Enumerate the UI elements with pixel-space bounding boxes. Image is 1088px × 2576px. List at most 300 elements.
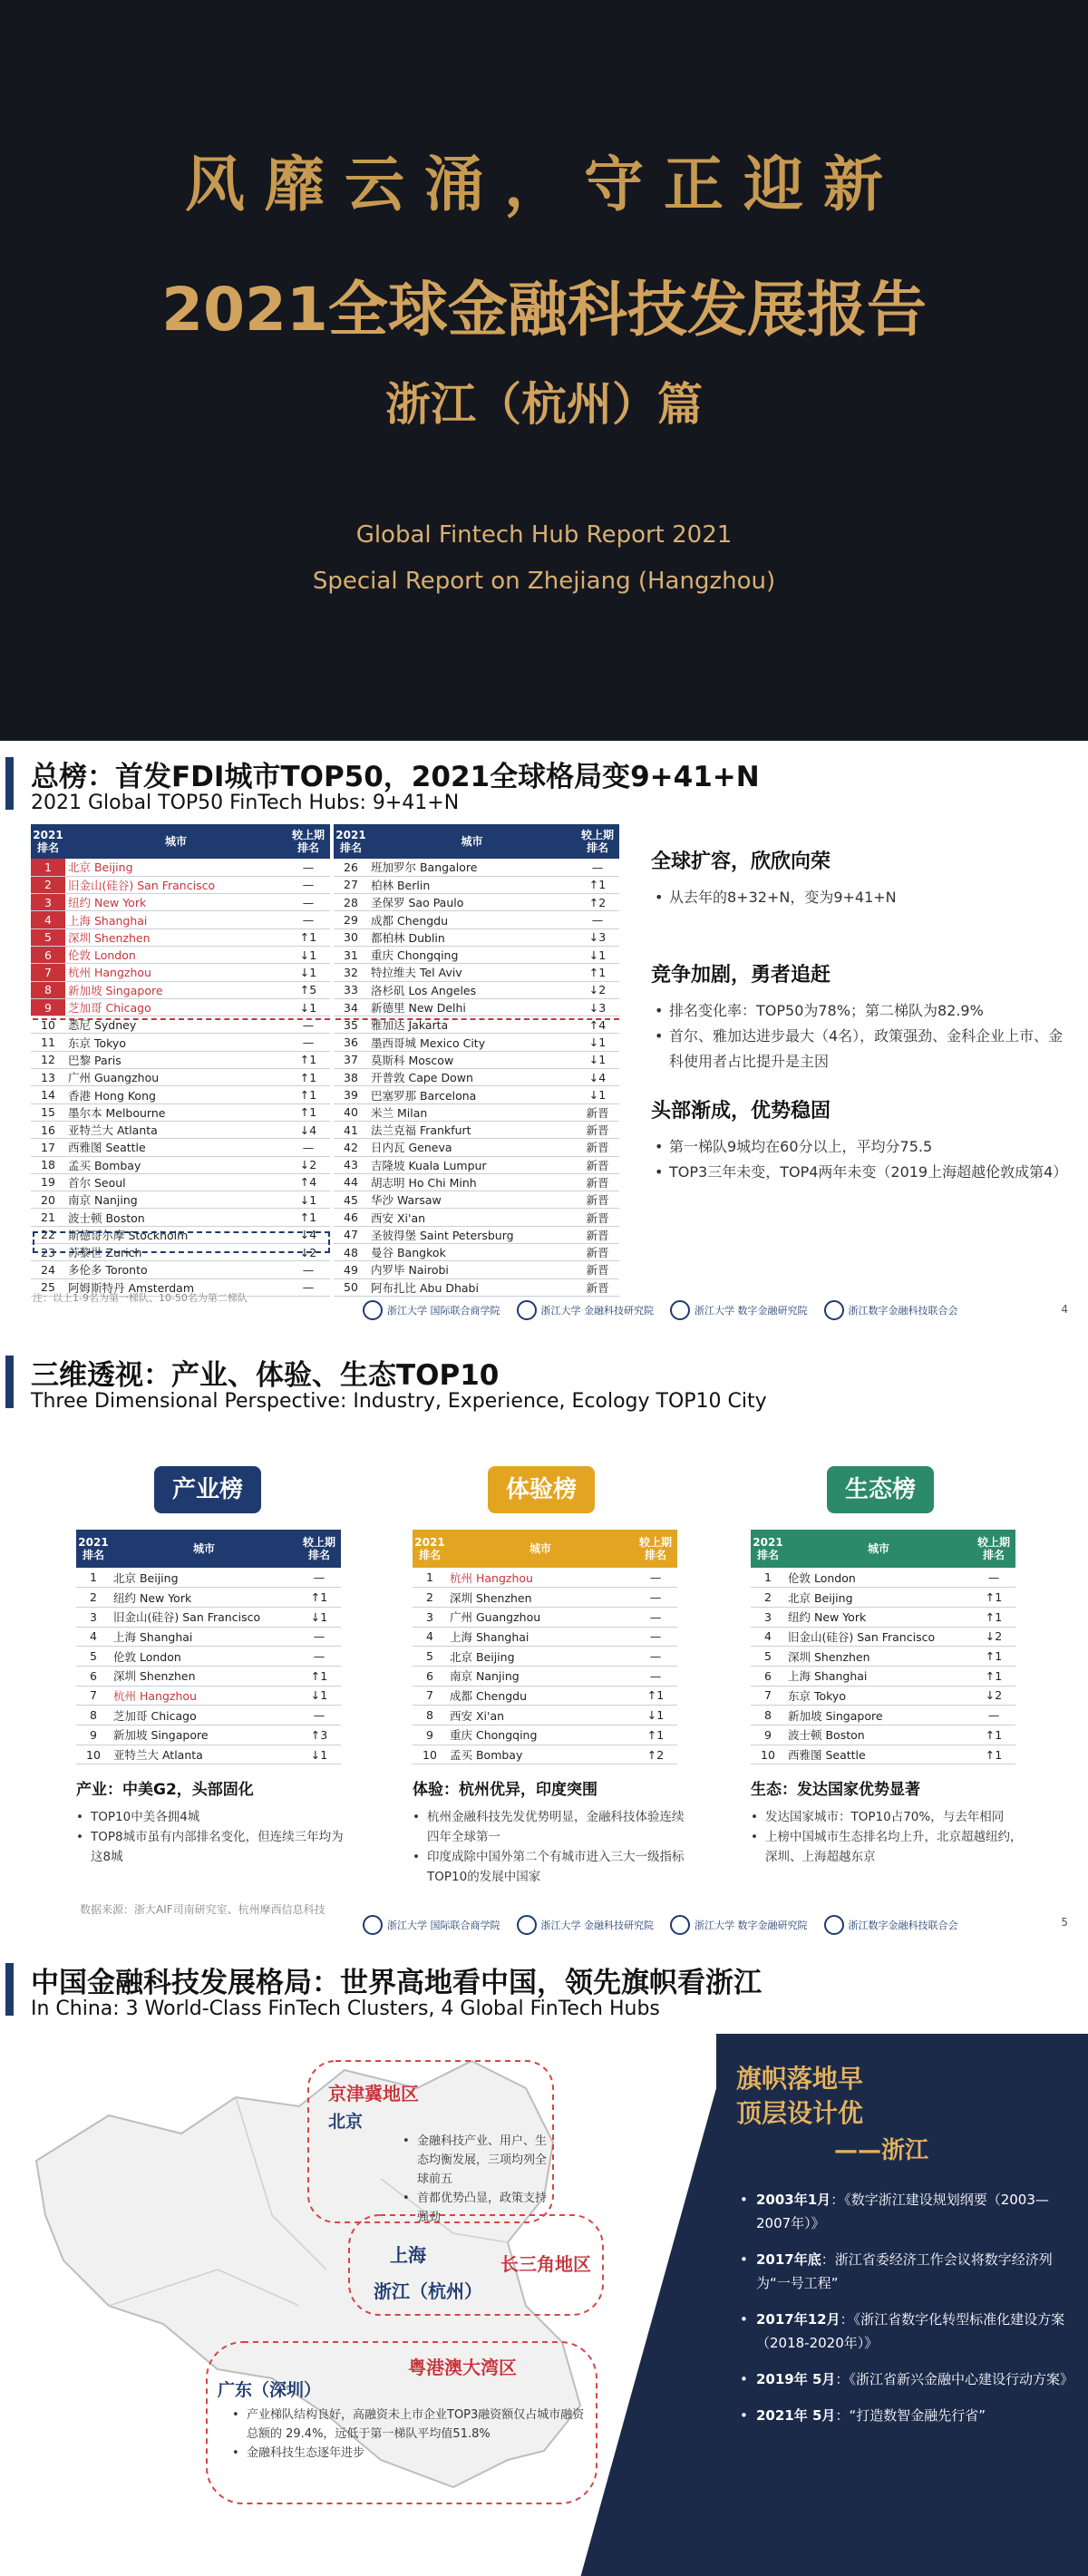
table-row xyxy=(31,1034,330,1051)
change-cell: — xyxy=(634,1588,677,1608)
section-title: 竞争加剧，勇者追赶 xyxy=(651,964,831,987)
cover-en-subtitle: Special Report on Zhejiang (Hangzhou) xyxy=(312,568,776,595)
table-row xyxy=(31,1103,330,1121)
timeline-item: • 2019年 5月：《浙江省新兴金融中心建设行动方案》 xyxy=(738,2367,1073,2391)
top50-table-right xyxy=(334,824,619,1297)
rank-cell: 19 xyxy=(31,1173,65,1191)
change-cell: 新晋 xyxy=(576,1156,619,1173)
region1-name: 京津冀地区 xyxy=(328,2083,419,2105)
page-number: 4 xyxy=(1061,1303,1068,1316)
region1-city: 北京 xyxy=(328,2112,364,2132)
change-cell: — xyxy=(634,1627,677,1647)
city-cell: 芝加哥 Chicago xyxy=(111,1706,297,1725)
header-rank: 2021 排名 xyxy=(76,1530,111,1568)
logo-text: 浙江大学 金融科技研究院 xyxy=(540,1305,654,1317)
table-note: 注：以上1-9名为第一梯队、10-50名为第二梯队 xyxy=(33,1292,248,1304)
table-row xyxy=(334,1156,619,1173)
panel-title-1: 旗帜落地早 xyxy=(736,2064,864,2094)
change-cell: ↑4 xyxy=(287,1173,330,1191)
timeline-date: 2017年12月 xyxy=(756,2311,840,2328)
change-cell: — xyxy=(634,1647,677,1667)
section-title: 全球扩容，欣欣向荣 xyxy=(651,851,831,873)
city-cell: 法兰克福 Frankfurt xyxy=(368,1121,576,1138)
city-cell: 西雅图 Seattle xyxy=(65,1139,287,1156)
table-row xyxy=(31,1209,330,1226)
table-row xyxy=(413,1666,677,1686)
city-cell: 巴黎 Paris xyxy=(65,1051,287,1068)
top10-table xyxy=(413,1530,677,1764)
rank-cell: 6 xyxy=(751,1666,785,1686)
rank-cell: 4 xyxy=(751,1627,785,1647)
table-row xyxy=(31,1261,330,1278)
rank-cell: 49 xyxy=(334,1261,368,1278)
change-cell: — xyxy=(634,1607,677,1627)
city-cell: 北京 Beijing xyxy=(785,1588,972,1608)
table-row xyxy=(31,1069,330,1086)
rank-cell: 28 xyxy=(334,894,368,911)
summary-section xyxy=(651,959,1070,1074)
bullet-dot: • xyxy=(740,2192,748,2208)
city-cell: 纽约 New York xyxy=(111,1588,297,1608)
table-row xyxy=(751,1745,1015,1764)
change-cell: ↑1 xyxy=(287,1051,330,1068)
bullet-dot: • xyxy=(740,2311,748,2328)
city-cell: 广州 Guangzhou xyxy=(447,1607,634,1627)
logo-icon xyxy=(363,1300,383,1320)
table-row xyxy=(334,1034,619,1051)
table-row xyxy=(413,1725,677,1745)
city-cell: 重庆 Chongqing xyxy=(368,946,576,963)
tier-divider-right xyxy=(335,1018,619,1020)
change-cell: 新晋 xyxy=(576,1103,619,1121)
table-row xyxy=(334,1191,619,1209)
timeline-item: • 2021年 5月：“打造数智金融先行省” xyxy=(738,2404,1073,2427)
change-cell: ↓4 xyxy=(287,1226,330,1243)
city-cell: 西安 Xi'an xyxy=(368,1209,576,1226)
bullet-item: • TOP8城市虽有内部排名变化，但连续三年均为这8城 xyxy=(73,1827,354,1867)
change-cell: — xyxy=(287,1278,330,1296)
rank-cell: 10 xyxy=(751,1745,785,1764)
rank-cell: 9 xyxy=(413,1725,447,1745)
city-cell: 纽约 New York xyxy=(785,1607,972,1627)
table-row xyxy=(751,1627,1015,1647)
change-cell: — xyxy=(287,1016,330,1034)
title-accent-bar xyxy=(5,1963,14,2016)
change-cell: — xyxy=(287,894,330,911)
rank-cell: 8 xyxy=(751,1706,785,1725)
table-row xyxy=(334,1226,619,1243)
rank-cell: 36 xyxy=(334,1034,368,1051)
city-cell: 深圳 Shenzhen xyxy=(447,1588,634,1608)
summary-section xyxy=(651,846,1070,910)
table-row xyxy=(334,1261,619,1278)
change-cell: ↑1 xyxy=(972,1588,1015,1608)
footer-logo xyxy=(824,1300,958,1320)
table-row xyxy=(751,1568,1015,1588)
table-row xyxy=(334,1086,619,1103)
change-cell: ↑1 xyxy=(972,1647,1015,1667)
city-cell: 波士顿 Boston xyxy=(65,1209,287,1226)
bullet-item: • 上榜中国城市生态排名均上升，北京超越纽约，深圳、上海超越东京 xyxy=(747,1827,1028,1867)
rank-cell: 43 xyxy=(334,1156,368,1173)
rank-cell: 18 xyxy=(31,1156,65,1173)
city-cell: 巴塞罗那 Barcelona xyxy=(368,1086,576,1103)
rank-cell: 35 xyxy=(334,1016,368,1034)
header-change: 较上期 排名 xyxy=(287,824,330,859)
rank-cell: 44 xyxy=(334,1173,368,1191)
change-cell: ↑1 xyxy=(287,1069,330,1086)
table-row xyxy=(76,1647,341,1667)
bullet-item: • 金融科技产业、用户、生态均衡发展，三项均列全球前五 xyxy=(399,2132,549,2189)
slide-title: 三维透视：产业、体验、生态TOP10 xyxy=(31,1359,500,1392)
city-cell: 上海 Shanghai xyxy=(447,1627,634,1647)
table-row xyxy=(31,946,330,963)
table-row xyxy=(334,1103,619,1121)
table-row xyxy=(334,1244,619,1261)
table-row xyxy=(31,998,330,1016)
rank-cell: 4 xyxy=(76,1627,111,1647)
panel-title-3: ——浙江 xyxy=(834,2137,929,2164)
city-cell: 悉尼 Sydney xyxy=(65,1016,287,1034)
change-cell: ↑1 xyxy=(972,1607,1015,1627)
change-cell: 新晋 xyxy=(576,1209,619,1226)
tier-divider-left xyxy=(33,1018,330,1020)
change-cell: 新晋 xyxy=(576,1191,619,1209)
logo-icon xyxy=(517,1915,537,1935)
region3-name: 粤港澳大湾区 xyxy=(408,2357,517,2378)
change-cell: 新晋 xyxy=(576,1278,619,1296)
table-row xyxy=(76,1607,341,1627)
table-row xyxy=(31,964,330,981)
bullet-item: • 从去年的8+32+N，变为9+41+N xyxy=(651,885,1070,910)
city-cell: 北京 Beijing xyxy=(111,1568,297,1588)
region2-city-hangzhou: 浙江（杭州） xyxy=(374,2280,482,2302)
rank-cell: 27 xyxy=(334,876,368,893)
title-accent-bar xyxy=(5,757,14,810)
panel-wedge xyxy=(580,2088,716,2576)
city-cell: 成都 Chengdu xyxy=(447,1686,634,1706)
rank-cell: 29 xyxy=(334,911,368,928)
timeline-text: “打造数智金融先行省” xyxy=(849,2407,986,2424)
top50-table-left xyxy=(31,824,330,1297)
rank-cell: 5 xyxy=(751,1647,785,1667)
change-cell: — xyxy=(287,859,330,876)
bullet-item: • 首都优势凸显，政策支持强劲 xyxy=(399,2189,549,2227)
city-cell: 阿布扎比 Abu Dhabi xyxy=(368,1278,576,1296)
rank-cell: 24 xyxy=(31,1261,65,1278)
cover-title: 2021全球金融科技发展报告 xyxy=(161,275,927,345)
rank-cell: 39 xyxy=(334,1086,368,1103)
rank-cell: 1 xyxy=(413,1568,447,1588)
rank-cell: 21 xyxy=(31,1209,65,1226)
change-cell: ↑1 xyxy=(287,1209,330,1226)
table-row xyxy=(751,1725,1015,1745)
rank-cell: 2 xyxy=(751,1588,785,1608)
rank-cell: 48 xyxy=(334,1244,368,1261)
logo-icon xyxy=(824,1300,844,1320)
rank-cell: 9 xyxy=(31,998,65,1016)
table-row xyxy=(76,1666,341,1686)
change-cell: ↑4 xyxy=(576,1016,619,1034)
rank-cell: 2 xyxy=(413,1588,447,1608)
change-cell: ↓2 xyxy=(972,1627,1015,1647)
change-cell: ↓1 xyxy=(634,1706,677,1725)
footer-logos xyxy=(363,1296,958,1325)
table-row xyxy=(413,1588,677,1608)
table-row xyxy=(31,1086,330,1103)
logo-text: 浙江数字金融科技联合会 xyxy=(848,1305,958,1317)
rank-cell: 34 xyxy=(334,998,368,1016)
change-cell: ↑1 xyxy=(287,1103,330,1121)
section-bullets xyxy=(651,885,1070,910)
change-cell: ↑2 xyxy=(634,1745,677,1764)
timeline-text: 浙江省委经济工作会议将数字经济列为“一号工程” xyxy=(756,2251,1053,2291)
table-row xyxy=(31,981,330,998)
change-cell: — xyxy=(297,1568,341,1588)
city-cell: 新加坡 Singapore xyxy=(111,1725,297,1745)
bullet-item: • 首尔、雅加达进步最大（4名），政策强劲、金科企业上市、金科使用者占比提升是主因 xyxy=(651,1024,1070,1074)
rank-cell: 9 xyxy=(751,1725,785,1745)
top50-slide xyxy=(0,741,1088,1339)
city-cell: 阿姆斯特丹 Amsterdam xyxy=(65,1278,287,1296)
rank-cell: 8 xyxy=(413,1706,447,1725)
logo-icon xyxy=(670,1915,690,1935)
logo-text: 浙江大学 国际联合商学院 xyxy=(387,1305,500,1317)
title-accent-bar xyxy=(5,1356,14,1408)
city-cell: 圣保罗 Sao Paulo xyxy=(368,894,576,911)
logo-icon xyxy=(363,1915,383,1935)
table-row xyxy=(76,1686,341,1706)
city-cell: 孟买 Bombay xyxy=(447,1745,634,1764)
bullet-item: • 排名变化率：TOP50为78%；第二梯队为82.9% xyxy=(651,998,1070,1024)
rank-cell: 10 xyxy=(31,1016,65,1034)
rank-cell: 9 xyxy=(76,1725,111,1745)
rank-cell: 3 xyxy=(751,1607,785,1627)
table-row xyxy=(334,894,619,911)
timeline-item: • 2017年底：浙江省委经济工作会议将数字经济列为“一号工程” xyxy=(738,2248,1073,2295)
city-cell: 杭州 Hangzhou xyxy=(65,964,287,981)
page-number: 5 xyxy=(1061,1916,1068,1929)
rank-cell: 8 xyxy=(76,1706,111,1725)
change-cell: ↑1 xyxy=(287,928,330,946)
change-cell: — xyxy=(287,1139,330,1156)
change-cell: ↓1 xyxy=(287,1191,330,1209)
table-row xyxy=(76,1706,341,1725)
city-cell: 深圳 Shenzhen xyxy=(65,928,287,946)
logo-icon xyxy=(824,1915,844,1935)
rank-cell: 42 xyxy=(334,1139,368,1156)
footer-logo xyxy=(363,1915,500,1935)
table-row xyxy=(31,1173,330,1191)
table-row xyxy=(31,911,330,928)
timeline-date: 2019年 5月 xyxy=(756,2371,836,2387)
rank-cell: 1 xyxy=(76,1568,111,1588)
bullet-item: • 第一梯队9城均在60分以上，平均分75.5 xyxy=(651,1134,1070,1160)
city-cell: 苏黎世 Zurich xyxy=(65,1244,287,1261)
rank-cell: 5 xyxy=(76,1647,111,1667)
change-cell: ↑1 xyxy=(972,1725,1015,1745)
rank-cell: 1 xyxy=(751,1568,785,1588)
city-cell: 墨尔本 Melbourne xyxy=(65,1103,287,1121)
timeline-date: 2003年1月 xyxy=(756,2192,831,2208)
city-cell: 伦敦 London xyxy=(65,946,287,963)
city-cell: 新加坡 Singapore xyxy=(65,981,287,998)
rank-cell: 5 xyxy=(413,1647,447,1667)
top10-table xyxy=(751,1530,1015,1764)
footer-logo xyxy=(517,1915,655,1935)
change-cell: ↓3 xyxy=(576,998,619,1016)
table-row xyxy=(31,894,330,911)
rank-cell: 8 xyxy=(31,981,65,998)
timeline-text: 《数字浙江建设规划纲要（2003—2007年）》 xyxy=(756,2192,1049,2231)
list-label-pill: 生态榜 xyxy=(827,1466,934,1513)
slide-title: 总榜：首发FDI城市TOP50，2021全球格局变9+41+N xyxy=(31,761,760,793)
change-cell: — xyxy=(297,1647,341,1667)
city-cell: 洛杉矶 Los Angeles xyxy=(368,981,576,998)
region3-city: 广东（深圳） xyxy=(218,2380,322,2400)
city-cell: 墨西哥城 Mexico City xyxy=(368,1034,576,1051)
city-cell: 新德里 New Delhi xyxy=(368,998,576,1016)
rank-cell: 33 xyxy=(334,981,368,998)
rank-cell: 3 xyxy=(413,1607,447,1627)
city-cell: 柏林 Berlin xyxy=(368,876,576,893)
rank-cell: 3 xyxy=(76,1607,111,1627)
rank-cell: 17 xyxy=(31,1139,65,1156)
bullet-dot: • xyxy=(740,2371,748,2387)
change-cell: ↓1 xyxy=(287,964,330,981)
change-cell: ↑1 xyxy=(576,876,619,893)
logo-text: 浙江大学 金融科技研究院 xyxy=(540,1920,654,1931)
table-row xyxy=(751,1607,1015,1627)
zhejiang-panel xyxy=(716,2034,1088,2576)
change-cell: — xyxy=(972,1568,1015,1588)
header-city: 城市 xyxy=(785,1530,972,1568)
change-cell: ↓1 xyxy=(576,1034,619,1051)
logo-text: 浙江大学 数字金融研究院 xyxy=(695,1305,808,1317)
city-cell: 深圳 Shenzhen xyxy=(785,1647,972,1667)
bullet-dot: • xyxy=(740,2251,748,2268)
table-row xyxy=(334,911,619,928)
rank-cell: 10 xyxy=(413,1745,447,1764)
city-cell: 东京 Tokyo xyxy=(785,1686,972,1706)
table-row xyxy=(751,1647,1015,1667)
city-cell: 上海 Shanghai xyxy=(785,1666,972,1686)
table-row xyxy=(413,1686,677,1706)
change-cell: — xyxy=(297,1706,341,1725)
slide-title: 中国金融科技发展格局：世界高地看中国，领先旗帜看浙江 xyxy=(31,1967,762,1999)
change-cell: ↓4 xyxy=(287,1121,330,1138)
city-cell: 上海 Shanghai xyxy=(111,1627,297,1647)
change-cell: — xyxy=(576,859,619,876)
city-cell: 西安 Xi'an xyxy=(447,1706,634,1725)
rank-cell: 41 xyxy=(334,1121,368,1138)
caption-title: 体验：杭州优异，印度突围 xyxy=(413,1781,597,1799)
seoul-highlight-box xyxy=(33,1231,330,1253)
table-row xyxy=(334,1121,619,1138)
change-cell: ↓1 xyxy=(297,1686,341,1706)
header-rank: 2021 排名 xyxy=(751,1530,785,1568)
header-city: 城市 xyxy=(447,1530,634,1568)
rank-cell: 16 xyxy=(31,1121,65,1138)
rank-cell: 7 xyxy=(751,1686,785,1706)
section-bullets xyxy=(651,1134,1070,1185)
rank-cell: 13 xyxy=(31,1069,65,1086)
header-city: 城市 xyxy=(65,824,287,859)
rank-cell: 14 xyxy=(31,1086,65,1103)
change-cell: — xyxy=(634,1666,677,1686)
rank-cell: 7 xyxy=(31,964,65,981)
city-cell: 伦敦 London xyxy=(111,1647,297,1667)
cover-slide xyxy=(0,0,1088,741)
change-cell: — xyxy=(287,1034,330,1051)
change-cell: 新晋 xyxy=(576,1139,619,1156)
change-cell: ↑3 xyxy=(297,1725,341,1745)
table-row xyxy=(334,1069,619,1086)
table-row xyxy=(76,1745,341,1764)
caption-bullets xyxy=(747,1807,1028,1867)
city-cell: 南京 Nanjing xyxy=(65,1191,287,1209)
rank-cell: 22 xyxy=(31,1226,65,1243)
city-cell: 西雅图 Seattle xyxy=(785,1745,972,1764)
rank-cell: 11 xyxy=(31,1034,65,1051)
header-change: 较上期 排名 xyxy=(576,824,619,859)
region2-name: 长三角地区 xyxy=(500,2253,591,2275)
change-cell: ↓2 xyxy=(287,1244,330,1261)
bullet-item: • 杭州金融科技先发优势明显，金融科技体验连续四年全球第一 xyxy=(409,1807,690,1847)
city-cell: 北京 Beijing xyxy=(65,859,287,876)
change-cell: ↑1 xyxy=(576,964,619,981)
change-cell: ↑5 xyxy=(287,981,330,998)
change-cell: ↓2 xyxy=(972,1686,1015,1706)
slide-subtitle: 2021 Global TOP50 FinTech Hubs: 9+41+N xyxy=(31,792,460,814)
change-cell: ↓4 xyxy=(576,1069,619,1086)
city-cell: 波士顿 Boston xyxy=(785,1725,972,1745)
rank-cell: 23 xyxy=(31,1244,65,1261)
rank-cell: 47 xyxy=(334,1226,368,1243)
change-cell: ↓1 xyxy=(287,998,330,1016)
logo-text: 浙江数字金融科技联合会 xyxy=(848,1920,958,1931)
city-cell: 曼谷 Bangkok xyxy=(368,1244,576,1261)
table-row xyxy=(334,1278,619,1296)
map-area xyxy=(0,2034,1088,2576)
bullet-item: • TOP3三年未变，TOP4两年未变（2019上海超越伦敦成第4） xyxy=(651,1160,1070,1185)
footer-logos xyxy=(363,1910,958,1939)
city-cell: 广州 Guangzhou xyxy=(65,1069,287,1086)
city-cell: 杭州 Hangzhou xyxy=(111,1686,297,1706)
change-cell: — xyxy=(287,876,330,893)
table-row xyxy=(31,1051,330,1068)
footer-logo xyxy=(670,1300,808,1320)
panel-title-2: 顶层设计优 xyxy=(736,2098,864,2128)
timeline-date: 2017年底 xyxy=(756,2251,821,2268)
city-cell: 纽约 New York xyxy=(65,894,287,911)
header-change: 较上期 排名 xyxy=(634,1530,677,1568)
header-change: 较上期 排名 xyxy=(972,1530,1015,1568)
city-cell: 都柏林 Dublin xyxy=(368,928,576,946)
change-cell: — xyxy=(287,1261,330,1278)
change-cell: ↑1 xyxy=(634,1725,677,1745)
city-cell: 多伦多 Toronto xyxy=(65,1261,287,1278)
city-cell: 雅加达 Jakarta xyxy=(368,1016,576,1034)
section-bullets xyxy=(651,998,1070,1074)
city-cell: 成都 Chengdu xyxy=(368,911,576,928)
table-row xyxy=(31,928,330,946)
rank-cell: 15 xyxy=(31,1103,65,1121)
table-row xyxy=(31,1191,330,1209)
region3-bullets xyxy=(228,2406,591,2463)
city-cell: 深圳 Shenzhen xyxy=(111,1666,297,1686)
change-cell: — xyxy=(297,1627,341,1647)
